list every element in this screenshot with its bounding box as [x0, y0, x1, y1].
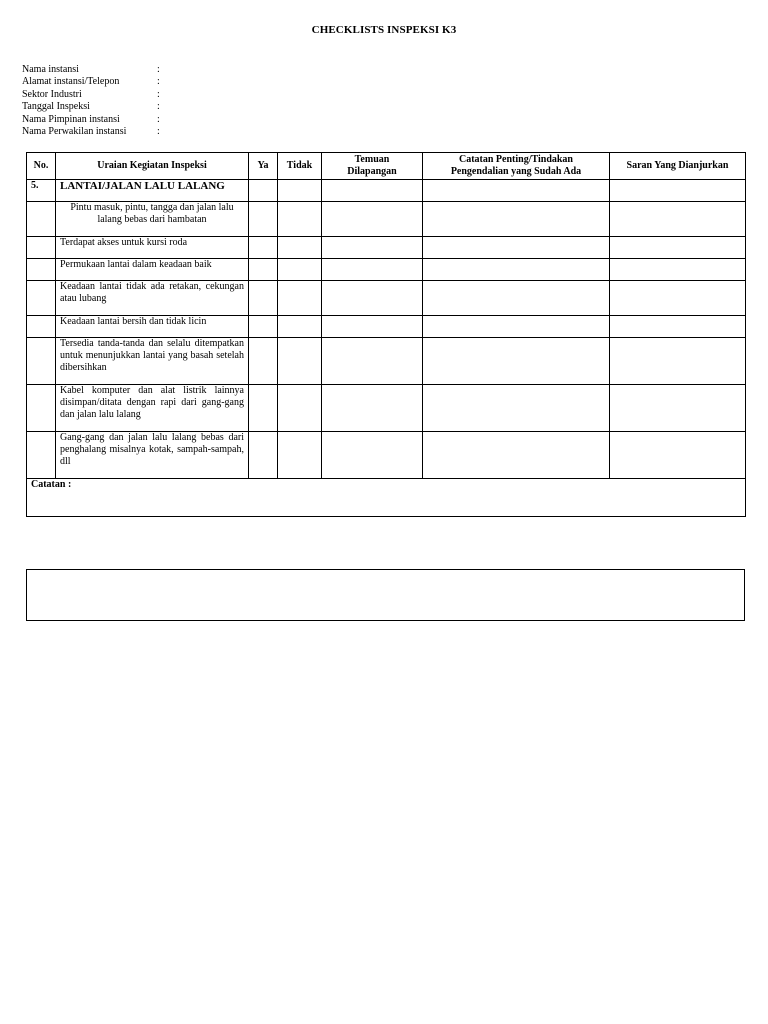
table-row	[27, 338, 746, 385]
header-saran: Saran Yang Dianjurkan	[610, 153, 746, 180]
info-label: Alamat instansi/Telepon	[22, 76, 120, 88]
table-row	[27, 385, 746, 432]
section-title: LANTAI/JALAN LALU LALANG	[56, 180, 249, 202]
cell-saran[interactable]	[610, 281, 746, 316]
cell-saran[interactable]	[610, 432, 746, 479]
item-text-line2: lalang bebas dari hambatan	[97, 214, 207, 225]
cell-ya[interactable]	[249, 316, 278, 338]
cell-saran[interactable]	[610, 259, 746, 281]
cell-no	[27, 259, 56, 281]
info-row-tanggal	[22, 101, 167, 113]
info-label: Nama Pimpinan instansi	[22, 113, 120, 125]
item-text: Tersedia tanda-tanda dan selalu ditempatkan untuk menunjukkan lantai yang basah setelah dibersihkan	[56, 338, 249, 385]
table-row	[27, 432, 746, 479]
header-ya: Ya	[249, 153, 278, 180]
cell-temuan[interactable]	[322, 202, 423, 237]
info-colon: :	[157, 101, 160, 113]
cell-tidak[interactable]	[278, 385, 322, 432]
cell-no	[27, 202, 56, 237]
cell-catatan[interactable]	[423, 316, 610, 338]
header-temuan-line2: Dilapangan	[347, 166, 397, 177]
cell-temuan[interactable]	[322, 237, 423, 259]
table-row	[27, 202, 746, 237]
catatan-cell[interactable]	[27, 479, 746, 517]
table-row	[27, 316, 746, 338]
header-catatan-line2: Pengendalian yang Sudah Ada	[450, 166, 582, 177]
info-row-pimpinan	[22, 114, 167, 126]
item-text: Gang-gang dan jalan lalu lalang bebas dari penghalang misalnya kotak, sampah-sampah, dll	[56, 432, 249, 479]
info-colon: :	[157, 76, 160, 88]
cell-no	[27, 338, 56, 385]
cell-tidak[interactable]	[278, 202, 322, 237]
cell-catatan[interactable]	[423, 180, 610, 202]
header-no: No.	[27, 153, 56, 180]
info-label: Tanggal Inspeksi	[22, 101, 90, 113]
inspection-table	[26, 152, 746, 517]
info-row-perwakilan	[22, 126, 167, 138]
cell-ya[interactable]	[249, 259, 278, 281]
cell-catatan[interactable]	[423, 237, 610, 259]
cell-no	[27, 432, 56, 479]
cell-no	[27, 385, 56, 432]
cell-ya[interactable]	[249, 385, 278, 432]
cell-catatan[interactable]	[423, 338, 610, 385]
cell-temuan[interactable]	[322, 281, 423, 316]
info-label: Sektor Industri	[22, 88, 82, 100]
cell-tidak[interactable]	[278, 237, 322, 259]
cell-saran[interactable]	[610, 180, 746, 202]
cell-temuan[interactable]	[322, 180, 423, 202]
item-text-line1: Pintu masuk, pintu, tangga dan jalan lalu	[70, 202, 234, 213]
cell-tidak[interactable]	[278, 432, 322, 479]
item-text	[56, 202, 249, 237]
header-catatan-line1: Catatan Penting/Tindakan	[458, 154, 573, 165]
item-text: Keadaan lantai bersih dan tidak licin	[56, 316, 249, 338]
cell-tidak[interactable]	[278, 338, 322, 385]
cell-no	[27, 237, 56, 259]
cell-temuan[interactable]	[322, 432, 423, 479]
cell-catatan[interactable]	[423, 259, 610, 281]
cell-saran[interactable]	[610, 316, 746, 338]
info-block	[22, 64, 167, 138]
table-row	[27, 259, 746, 281]
cell-catatan[interactable]	[423, 281, 610, 316]
cell-ya[interactable]	[249, 202, 278, 237]
cell-tidak[interactable]	[278, 180, 322, 202]
cell-temuan[interactable]	[322, 316, 423, 338]
cell-ya[interactable]	[249, 338, 278, 385]
cell-temuan[interactable]	[322, 385, 423, 432]
info-row-alamat	[22, 76, 167, 88]
empty-box	[26, 569, 745, 621]
section-number: 5.	[27, 180, 56, 202]
info-label: Nama Perwakilan instansi	[22, 126, 127, 138]
header-catatan	[423, 153, 610, 180]
info-colon: :	[157, 88, 160, 100]
cell-ya[interactable]	[249, 432, 278, 479]
info-label: Nama instansi	[22, 64, 79, 75]
header-temuan-line1: Temuan	[354, 154, 390, 165]
cell-saran[interactable]	[610, 202, 746, 237]
cell-saran[interactable]	[610, 237, 746, 259]
header-uraian: Uraian Kegiatan Inspeksi	[56, 153, 249, 180]
cell-temuan[interactable]	[322, 338, 423, 385]
cell-ya[interactable]	[249, 180, 278, 202]
cell-catatan[interactable]	[423, 432, 610, 479]
info-colon: :	[157, 126, 160, 138]
cell-temuan[interactable]	[322, 259, 423, 281]
table-row	[27, 281, 746, 316]
section-row	[27, 180, 746, 202]
info-colon: :	[157, 64, 160, 75]
info-row-sektor	[22, 89, 167, 101]
table-header-row	[27, 153, 746, 180]
header-temuan	[322, 153, 423, 180]
cell-catatan[interactable]	[423, 202, 610, 237]
table-row	[27, 237, 746, 259]
cell-tidak[interactable]	[278, 316, 322, 338]
cell-saran[interactable]	[610, 338, 746, 385]
cell-no	[27, 281, 56, 316]
item-text: Permukaan lantai dalam keadaan baik	[56, 259, 249, 281]
item-text: Terdapat akses untuk kursi roda	[56, 237, 249, 259]
document-title: CHECKLISTS INSPEKSI K3	[311, 24, 457, 36]
cell-tidak[interactable]	[278, 259, 322, 281]
cell-ya[interactable]	[249, 237, 278, 259]
info-row-nama-instansi	[22, 64, 167, 76]
item-text: Keadaan lantai tidak ada retakan, cekungan atau lubang	[56, 281, 249, 316]
catatan-row	[27, 479, 746, 517]
cell-ya[interactable]	[249, 281, 278, 316]
cell-saran[interactable]	[610, 385, 746, 432]
catatan-label: Catatan :	[31, 479, 72, 490]
cell-catatan[interactable]	[423, 385, 610, 432]
cell-no	[27, 316, 56, 338]
cell-tidak[interactable]	[278, 281, 322, 316]
info-colon: :	[157, 113, 160, 125]
item-text: Kabel komputer dan alat listrik lainnya disimpan/ditata dengan rapi dari gang-gang dan jalan lalu lalang	[56, 385, 249, 432]
header-tidak: Tidak	[278, 153, 322, 180]
